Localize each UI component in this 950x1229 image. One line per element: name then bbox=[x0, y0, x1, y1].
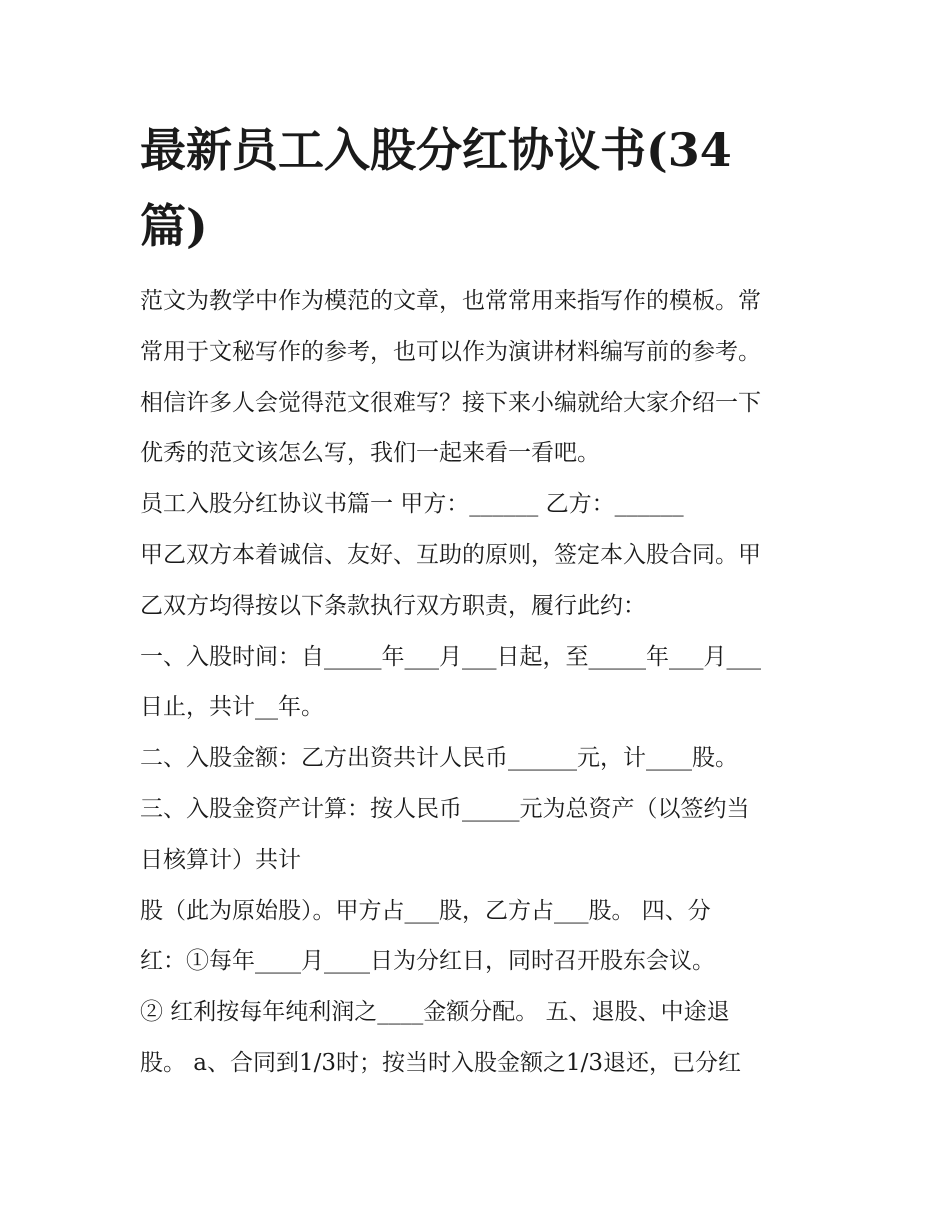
body-line: 优秀的范文该怎么写，我们一起来看一看吧。 bbox=[140, 440, 600, 467]
body-line: 乙双方均得按以下条款执行双方职责，履行此约： bbox=[140, 592, 646, 619]
body-line: 股。 a、合同到1/3时；按当时入股金额之1/3退还，已分红 bbox=[140, 1049, 742, 1076]
body-line: ② 红利按每年纯利润之____金额分配。 五、退股、中途退 bbox=[140, 999, 730, 1026]
document-body bbox=[140, 276, 820, 1089]
title-line-1: 最新员工入股分红协议书(34 bbox=[140, 123, 732, 177]
body-line: 日止，共计__年。 bbox=[140, 694, 324, 721]
body-line: 员工入股分红协议书篇一 甲方：______ 乙方：______ bbox=[140, 491, 684, 518]
body-line: 一、入股时间：自_____年___月___日起，至_____年___月___ bbox=[140, 643, 761, 670]
title-line-2: 篇) bbox=[140, 199, 208, 253]
body-line: 二、入股金额：乙方出资共计人民币______元，计____股。 bbox=[140, 745, 738, 772]
body-line: 相信许多人会觉得范文很难写？接下来小编就给大家介绍一下 bbox=[140, 389, 761, 416]
document-title bbox=[140, 112, 820, 264]
body-line: 红：①每年____月____日为分红日，同时召开股东会议。 bbox=[140, 948, 715, 975]
body-line: 三、入股金资产计算：按人民币_____元为总资产（以签约当 bbox=[140, 795, 750, 822]
body-line: 日核算计）共计 bbox=[140, 846, 301, 873]
body-line: 股（此为原始股）。甲方占___股，乙方占___股。 四、分 bbox=[140, 897, 711, 924]
body-line: 范文为教学中作为模范的文章，也常常用来指写作的模板。常 bbox=[140, 288, 761, 314]
body-line: 常用于文秘写作的参考，也可以作为演讲材料编写前的参考。 bbox=[140, 338, 761, 365]
body-line: 甲乙双方本着诚信、友好、互助的原则，签定本入股合同。甲 bbox=[140, 541, 761, 568]
